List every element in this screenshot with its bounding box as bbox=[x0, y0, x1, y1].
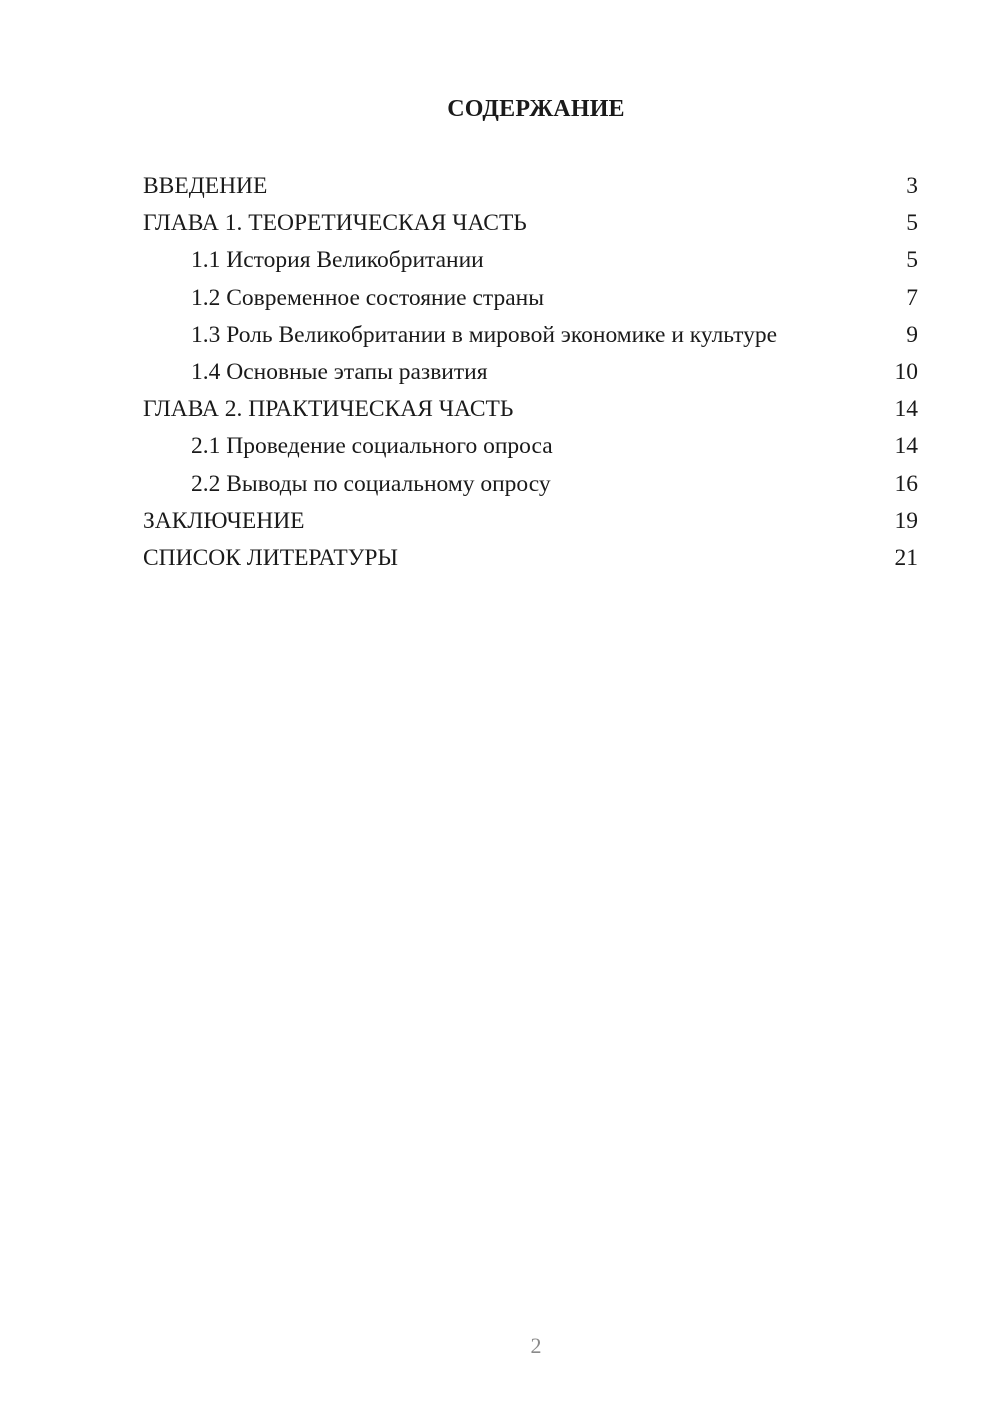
toc-entry-page: 10 bbox=[894, 358, 918, 385]
toc-entry[interactable] bbox=[143, 540, 918, 577]
toc-entry-label: СПИСОК ЛИТЕРАТУРЫ bbox=[143, 544, 398, 571]
table-of-contents bbox=[143, 168, 918, 577]
toc-entry-label: ГЛАВА 2. ПРАКТИЧЕСКАЯ ЧАСТЬ bbox=[143, 396, 514, 423]
toc-entry-page: 9 bbox=[906, 321, 918, 348]
page-title: СОДЕРЖАНИЕ bbox=[447, 96, 625, 122]
page-number: 2 bbox=[530, 1333, 542, 1358]
toc-entry-label: 1.1 История Великобритании bbox=[191, 247, 484, 274]
toc-entry[interactable] bbox=[143, 205, 918, 242]
toc-entry-page: 21 bbox=[894, 544, 918, 571]
toc-entry-label: ЗАКЛЮЧЕНИЕ bbox=[143, 507, 305, 534]
toc-entry[interactable] bbox=[143, 242, 918, 279]
toc-entry-label: 1.2 Современное состояние страны bbox=[191, 284, 545, 311]
toc-entry-page: 7 bbox=[906, 284, 918, 311]
toc-entry-label: 1.4 Основные этапы развития bbox=[191, 358, 488, 385]
toc-entry[interactable] bbox=[143, 168, 918, 205]
toc-entry[interactable] bbox=[143, 503, 918, 540]
toc-entry-page: 14 bbox=[894, 433, 918, 460]
toc-entry-page: 19 bbox=[894, 507, 918, 534]
toc-entry[interactable] bbox=[143, 391, 918, 428]
toc-entry[interactable] bbox=[143, 354, 918, 391]
toc-entry-label: 2.2 Выводы по социальному опросу bbox=[191, 470, 551, 497]
toc-entry-page: 14 bbox=[894, 396, 918, 423]
toc-entry-page: 3 bbox=[906, 173, 918, 199]
toc-entry-label: 2.1 Проведение социального опроса bbox=[191, 433, 553, 460]
toc-entry-label: ВВЕДЕНИЕ bbox=[143, 173, 268, 199]
toc-entry-page: 16 bbox=[894, 470, 918, 497]
toc-entry-page: 5 bbox=[906, 210, 918, 237]
toc-entry[interactable] bbox=[143, 428, 918, 465]
toc-entry[interactable] bbox=[143, 317, 918, 354]
toc-entry[interactable] bbox=[143, 466, 918, 503]
toc-entry-page: 5 bbox=[906, 247, 918, 274]
toc-entry-label: 1.3 Роль Великобритании в мировой экономике и культуре bbox=[191, 321, 778, 348]
toc-entry-label: ГЛАВА 1. ТЕОРЕТИЧЕСКАЯ ЧАСТЬ bbox=[143, 210, 527, 237]
toc-entry[interactable] bbox=[143, 280, 918, 317]
